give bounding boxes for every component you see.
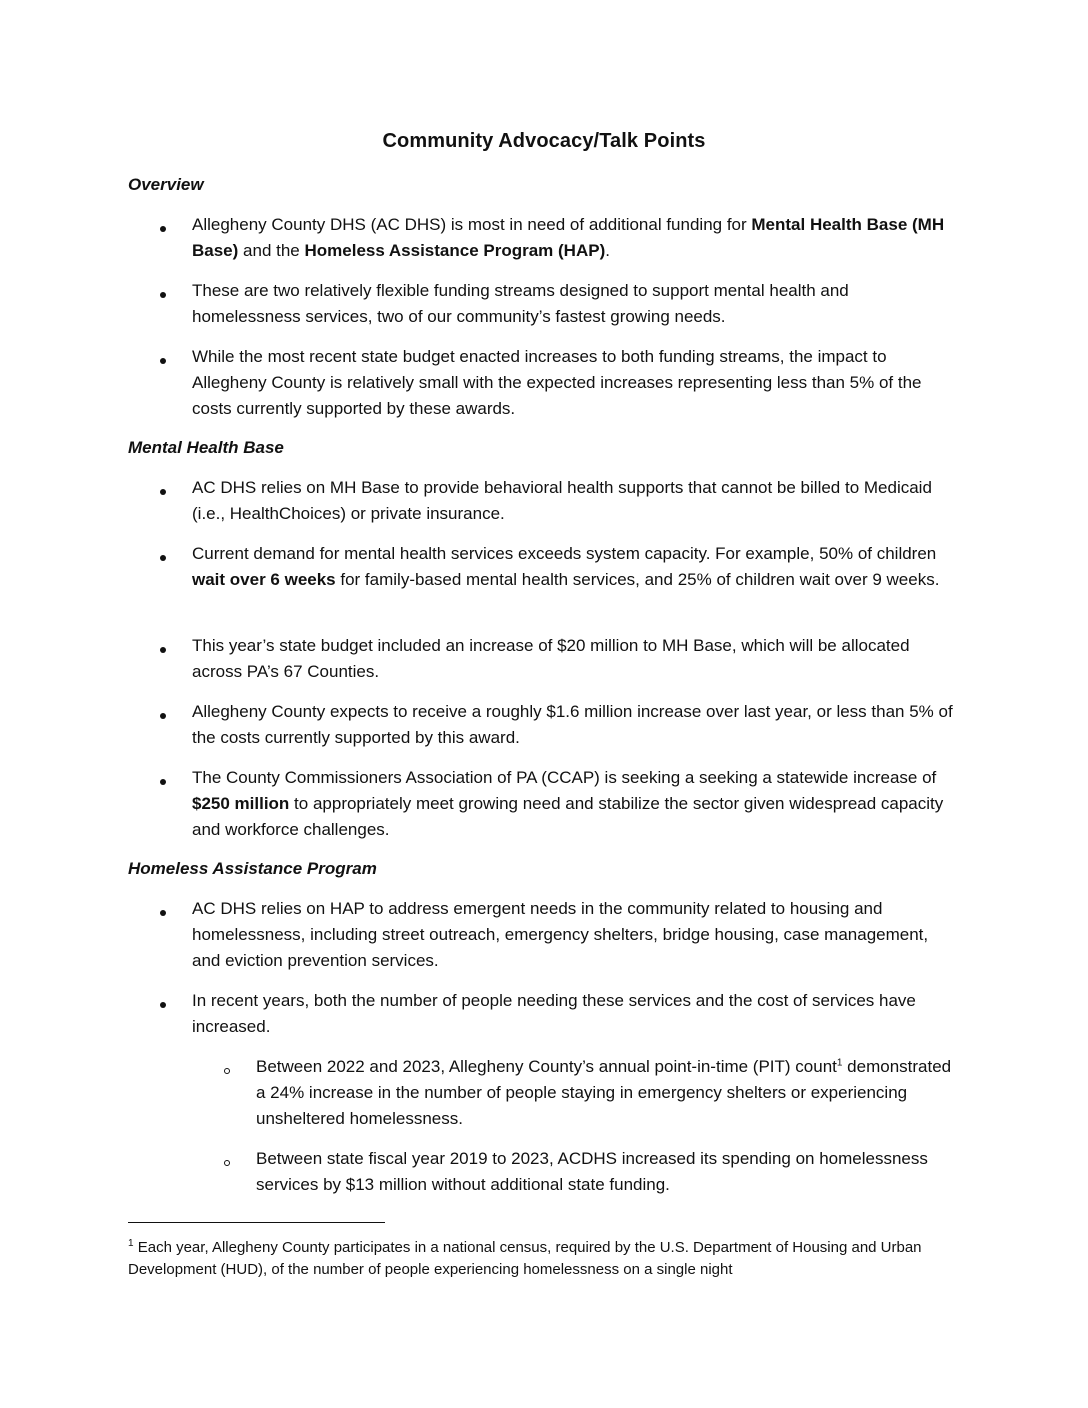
bullet-text: These are two relatively flexible funding streams designed to support mental health and homelessness services, two of our community’s fastest growing needs. bbox=[192, 281, 849, 326]
bold-text: $250 million bbox=[192, 794, 290, 813]
section-heading-mental-health-base: Mental Health Base bbox=[128, 438, 284, 457]
bullet-marker bbox=[160, 358, 166, 364]
bullet-text: While the most recent state budget enacted increases to both funding streams, the impact to Allegheny County is relatively small with the expected increases representing less than 5% of the costs currently supported by these awards. bbox=[192, 347, 922, 418]
section-heading-homeless-assistance-program: Homeless Assistance Program bbox=[128, 859, 377, 878]
bullet-text: This year’s state budget included an increase of $20 million to MH Base, which will be allocated across PA’s 67 Counties. bbox=[192, 636, 910, 681]
bullet-text: Current demand for mental health services exceeds system capacity. For example, 50% of children wait over 6 weeks for family-based mental health services, and 25% of children wait over 9 weeks. bbox=[192, 544, 940, 589]
bullet-text: AC DHS relies on MH Base to provide behavioral health supports that cannot be billed to Medicaid (i.e., HealthChoices) or private insurance. bbox=[192, 478, 932, 523]
bullet-text: The County Commissioners Association of PA (CCAP) is seeking a seeking a statewide increase of $250 million to appropriately meet growing need and stabilize the sector given widespread capacity and workforce challenges. bbox=[192, 768, 944, 839]
bullet-marker bbox=[160, 713, 166, 719]
bullet-text: Allegheny County expects to receive a roughly $1.6 million increase over last year, or less than 5% of the costs currently supported by this award. bbox=[192, 702, 953, 747]
bold-text: Mental Health Base (MH Base) bbox=[192, 215, 945, 260]
footnote-text: Each year, Allegheny County participates in a national census, required by the U.S. Department of Housing and Urban Development (HUD), of the number of people experiencing homelessness on a single night bbox=[128, 1239, 922, 1278]
bullet-marker bbox=[160, 292, 166, 298]
bold-text: wait over 6 weeks bbox=[192, 570, 336, 589]
footnote-separator bbox=[128, 1222, 385, 1223]
sub-bullet-text: Between state fiscal year 2019 to 2023, ACDHS increased its spending on homelessness services by $13 million without additional state funding. bbox=[256, 1149, 928, 1194]
bullet-marker bbox=[160, 226, 166, 232]
bold-text: Homeless Assistance Program (HAP) bbox=[304, 241, 606, 260]
bullet-marker bbox=[160, 779, 166, 785]
bullet-marker bbox=[160, 489, 166, 495]
sub-bullet-text: Between 2022 and 2023, Allegheny County’s annual point-in-time (PIT) count$^1$ demonstrated a 24% increase in the number of people staying in emergency shelters or experiencing unsheltered homelessness. bbox=[256, 1057, 952, 1128]
footnote-reference: 1 bbox=[836, 1057, 843, 1069]
bullet-text: AC DHS relies on HAP to address emergent needs in the community related to housing and homelessness, including street outreach, emergency shelters, bridge housing, case management, and eviction prevention services. bbox=[192, 899, 929, 970]
bullet-marker bbox=[160, 555, 166, 561]
bullet-marker bbox=[160, 910, 166, 916]
page-title: Community Advocacy/Talk Points bbox=[382, 130, 706, 152]
bullet-marker bbox=[160, 1002, 166, 1008]
footnote bbox=[128, 1237, 958, 1281]
bullet-text: In recent years, both the number of people needing these services and the cost of services have increased. bbox=[192, 991, 916, 1036]
sub-bullet-marker bbox=[224, 1068, 230, 1074]
section-heading-overview: Overview bbox=[128, 175, 204, 194]
bullet-text: Allegheny County DHS (AC DHS) is most in need of additional funding for Mental Health Base (MH Base) and the Homeless Assistance Program (HAP). bbox=[192, 215, 945, 260]
bullet-marker bbox=[160, 647, 166, 653]
sub-bullet-marker bbox=[224, 1160, 230, 1166]
footnote-marker: 1 bbox=[128, 1238, 134, 1249]
